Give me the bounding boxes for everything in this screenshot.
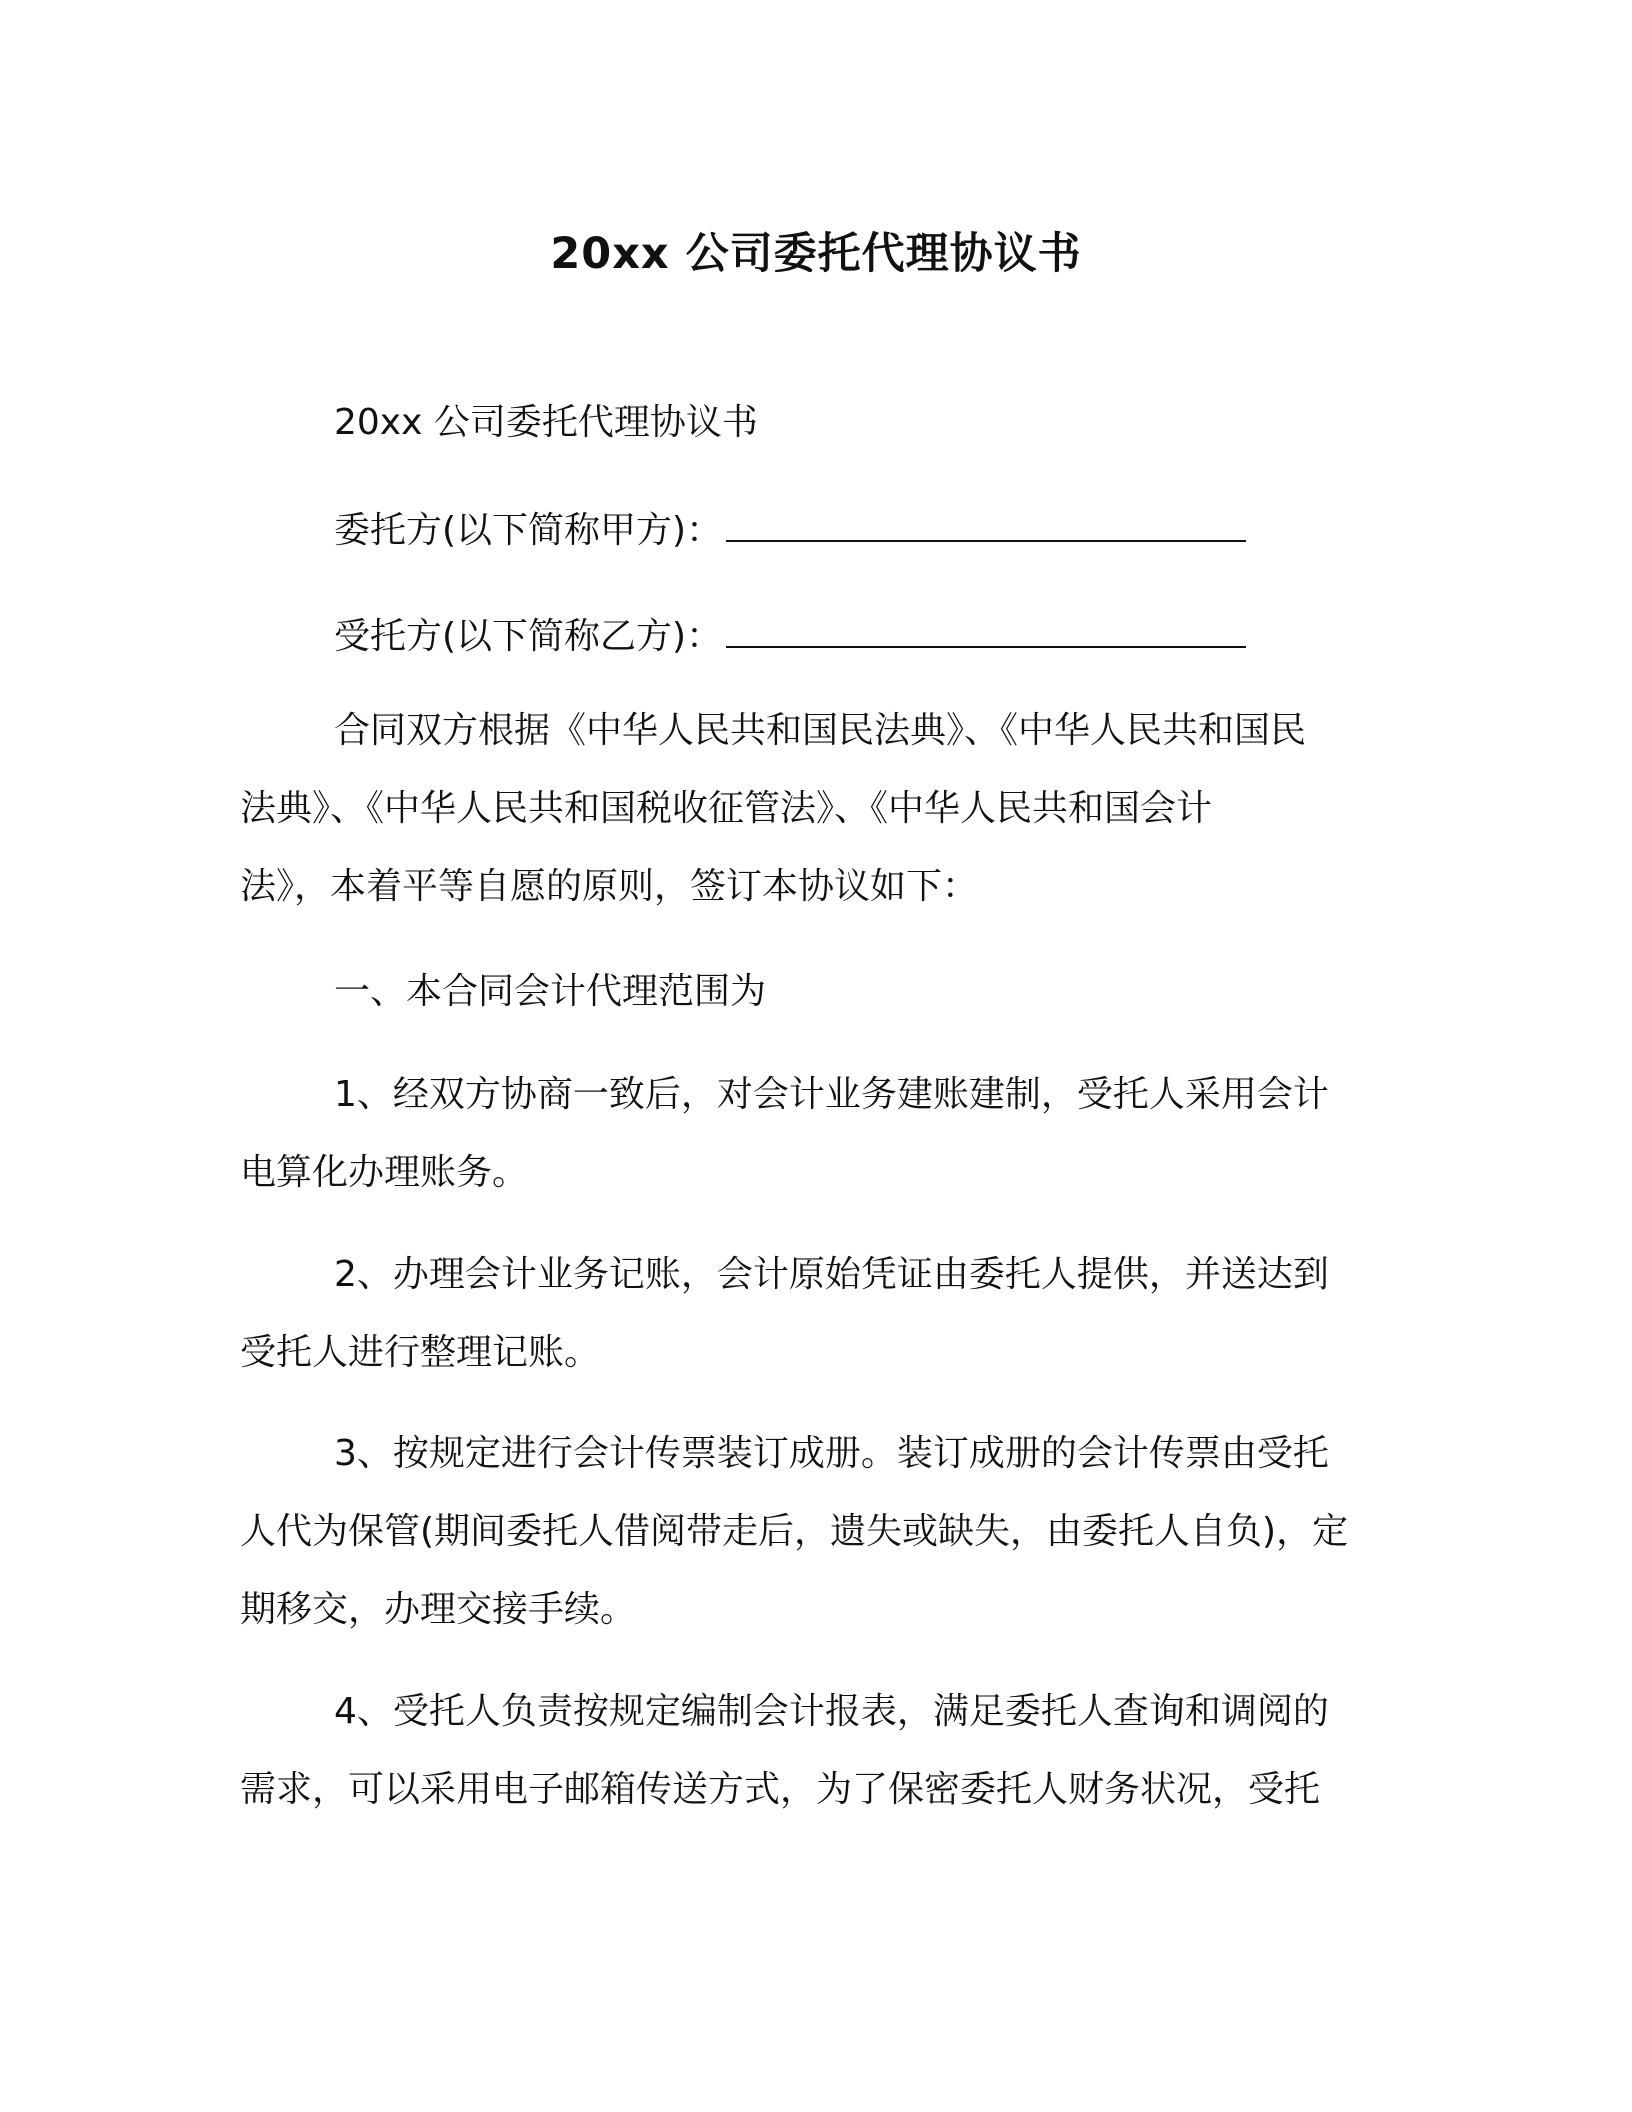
preamble-paragraph <box>240 692 1390 926</box>
party-b-label: 受托方(以下简称乙方)： <box>334 616 723 657</box>
section-1-heading-block <box>240 953 1390 1031</box>
clause-4-paragraph <box>240 1673 1390 1829</box>
preamble-line-2: 法典》、《中华人民共和国税收征管法》、《中华人民共和国会计 <box>240 788 1213 829</box>
subtitle: 20xx 公司委托代理协议书 <box>334 402 758 443</box>
clause-2-line-2: 受托人进行整理记账。 <box>240 1332 601 1373</box>
party-a-label: 委托方(以下简称甲方)： <box>334 510 723 551</box>
clause-4-line-1: 4、受托人负责按规定编制会计报表，满足委托人查询和调阅的 <box>334 1691 1329 1732</box>
party-a-blank <box>726 506 1246 542</box>
preamble-line-3: 法》，本着平等自愿的原则，签订本协议如下： <box>240 866 979 907</box>
party-a-block <box>240 492 1390 570</box>
clause-1-line-2: 电算化办理账务。 <box>240 1152 529 1193</box>
clause-3-line-1: 3、按规定进行会计传票装订成册。装订成册的会计传票由受托 <box>334 1433 1329 1474</box>
party-b-line <box>240 598 1390 676</box>
clause-1-paragraph <box>240 1056 1390 1212</box>
party-b-block <box>240 598 1390 676</box>
clause-3-line-2: 人代为保管(期间委托人借阅带走后，遗失或缺失，由委托人自负)，定 <box>240 1511 1349 1552</box>
section-1-heading: 一、本合同会计代理范围为 <box>334 971 767 1012</box>
party-a-line <box>240 492 1390 570</box>
subtitle-block <box>240 384 1390 462</box>
preamble-line-1: 合同双方根据《中华人民共和国民法典》、《中华人民共和国民 <box>334 710 1307 751</box>
clause-4-line-2: 需求，可以采用电子邮箱传送方式，为了保密委托人财务状况，受托 <box>240 1769 1321 1810</box>
party-b-blank <box>726 612 1246 648</box>
clause-3-line-3: 期移交，办理交接手续。 <box>240 1589 637 1630</box>
clause-2-paragraph <box>240 1236 1390 1392</box>
clause-1-line-1: 1、经双方协商一致后，对会计业务建账建制，受托人采用会计 <box>334 1074 1329 1115</box>
document-title: 20xx 公司委托代理协议书 <box>550 229 1082 279</box>
clause-3-paragraph <box>240 1415 1390 1649</box>
clause-2-line-1: 2、办理会计业务记账，会计原始凭证由委托人提供，并送达到 <box>334 1254 1329 1295</box>
